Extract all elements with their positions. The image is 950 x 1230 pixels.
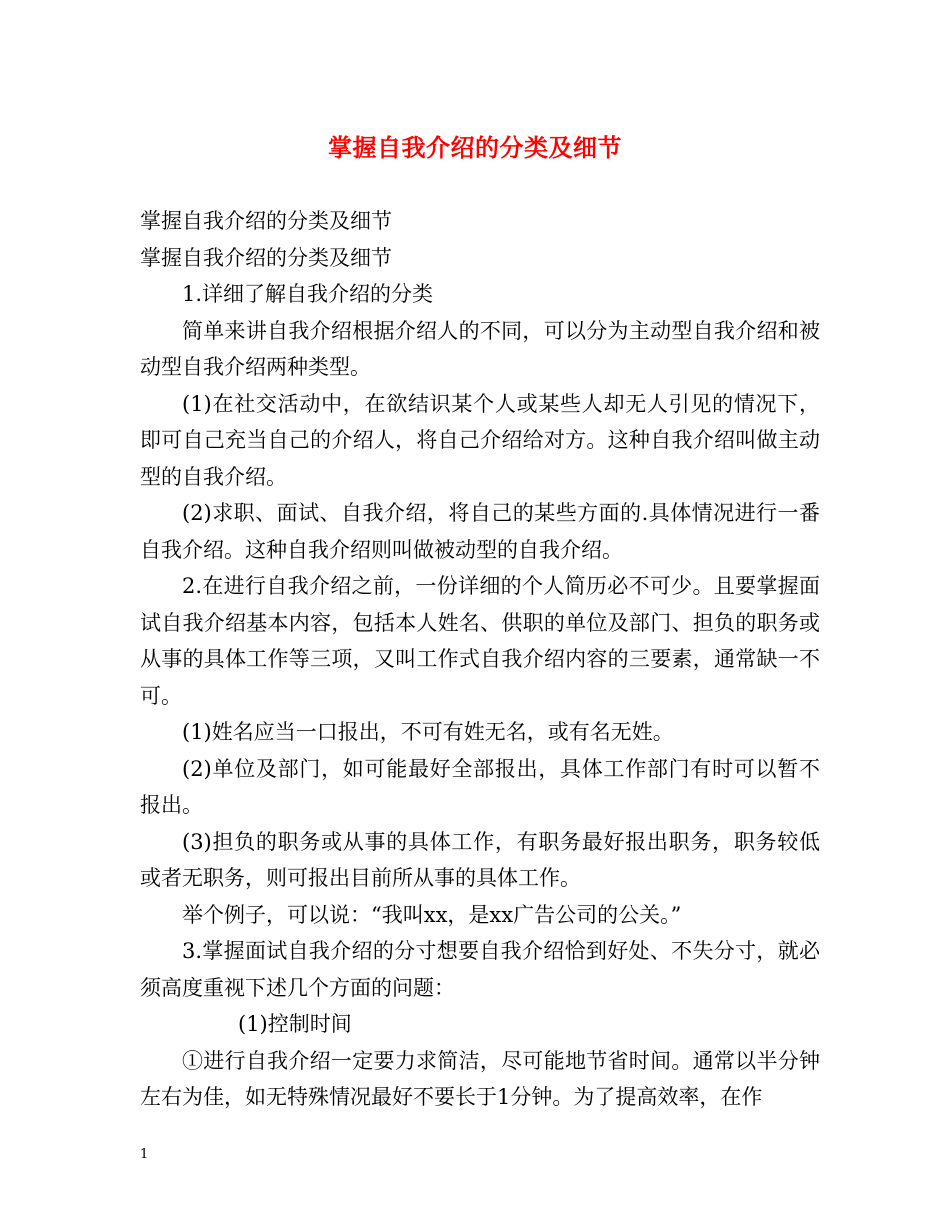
- paragraph: (1)姓名应当一口报出，不可有姓无名，或有名无姓。: [182, 720, 674, 744]
- document-title: 掌握自我介绍的分类及细节: [328, 133, 622, 162]
- page-number: 1: [140, 1147, 149, 1162]
- paragraph: 2.在进行自我介绍之前，一份详细的个人简历必不可少。且要掌握面试自我介绍基本内容，包括本人姓名、供职的单位及部门、担负的职务或从事的具体工作等三项，又叫工作式自我介绍内容的三要素，通常缺一不可。: [140, 574, 820, 708]
- section-heading: 1.详细了解自我介绍的分类: [182, 282, 434, 306]
- paragraph: 简单来讲自我介绍根据介绍人的不同，可以分为主动型自我介绍和被动型自我介绍两种类型。: [140, 318, 820, 379]
- paragraph: (1)在社交活动中，在欲结识某个人或某些人却无人引见的情况下，即可自己充当自己的介绍人，将自己介绍给对方。这种自我介绍叫做主动型的自我介绍。: [140, 391, 820, 489]
- paragraph: ①进行自我介绍一定要力求简洁，尽可能地节省时间。通常以半分钟左右为佳，如无特殊情况最好不要长于1分钟。为了提高效率，在作: [140, 1048, 820, 1109]
- paragraph: (2)单位及部门，如可能最好全部报出，具体工作部门有时可以暂不报出。: [140, 756, 820, 817]
- paragraph: 3.掌握面试自我介绍的分寸想要自我介绍恰到好处、不失分寸，就必须高度重视下述几个方面的问题：: [140, 939, 820, 1000]
- paragraph: (2)求职、面试、自我介绍，将自己的某些方面的.具体情况进行一番自我介绍。这种自我介绍则叫做被动型的自我介绍。: [140, 501, 820, 562]
- sub-heading: (1)控制时间: [238, 1012, 352, 1036]
- paragraph: 举个例子，可以说：“我叫xx，是xx广告公司的公关。”: [182, 902, 682, 927]
- heading-line: 掌握自我介绍的分类及细节: [140, 209, 392, 233]
- document-body: [140, 203, 820, 1116]
- paragraph: (3)担负的职务或从事的具体工作，有职务最好报出职务，职务较低或者无职务，则可报出目前所从事的具体工作。: [140, 829, 820, 890]
- heading-line: 掌握自我介绍的分类及细节: [140, 245, 392, 270]
